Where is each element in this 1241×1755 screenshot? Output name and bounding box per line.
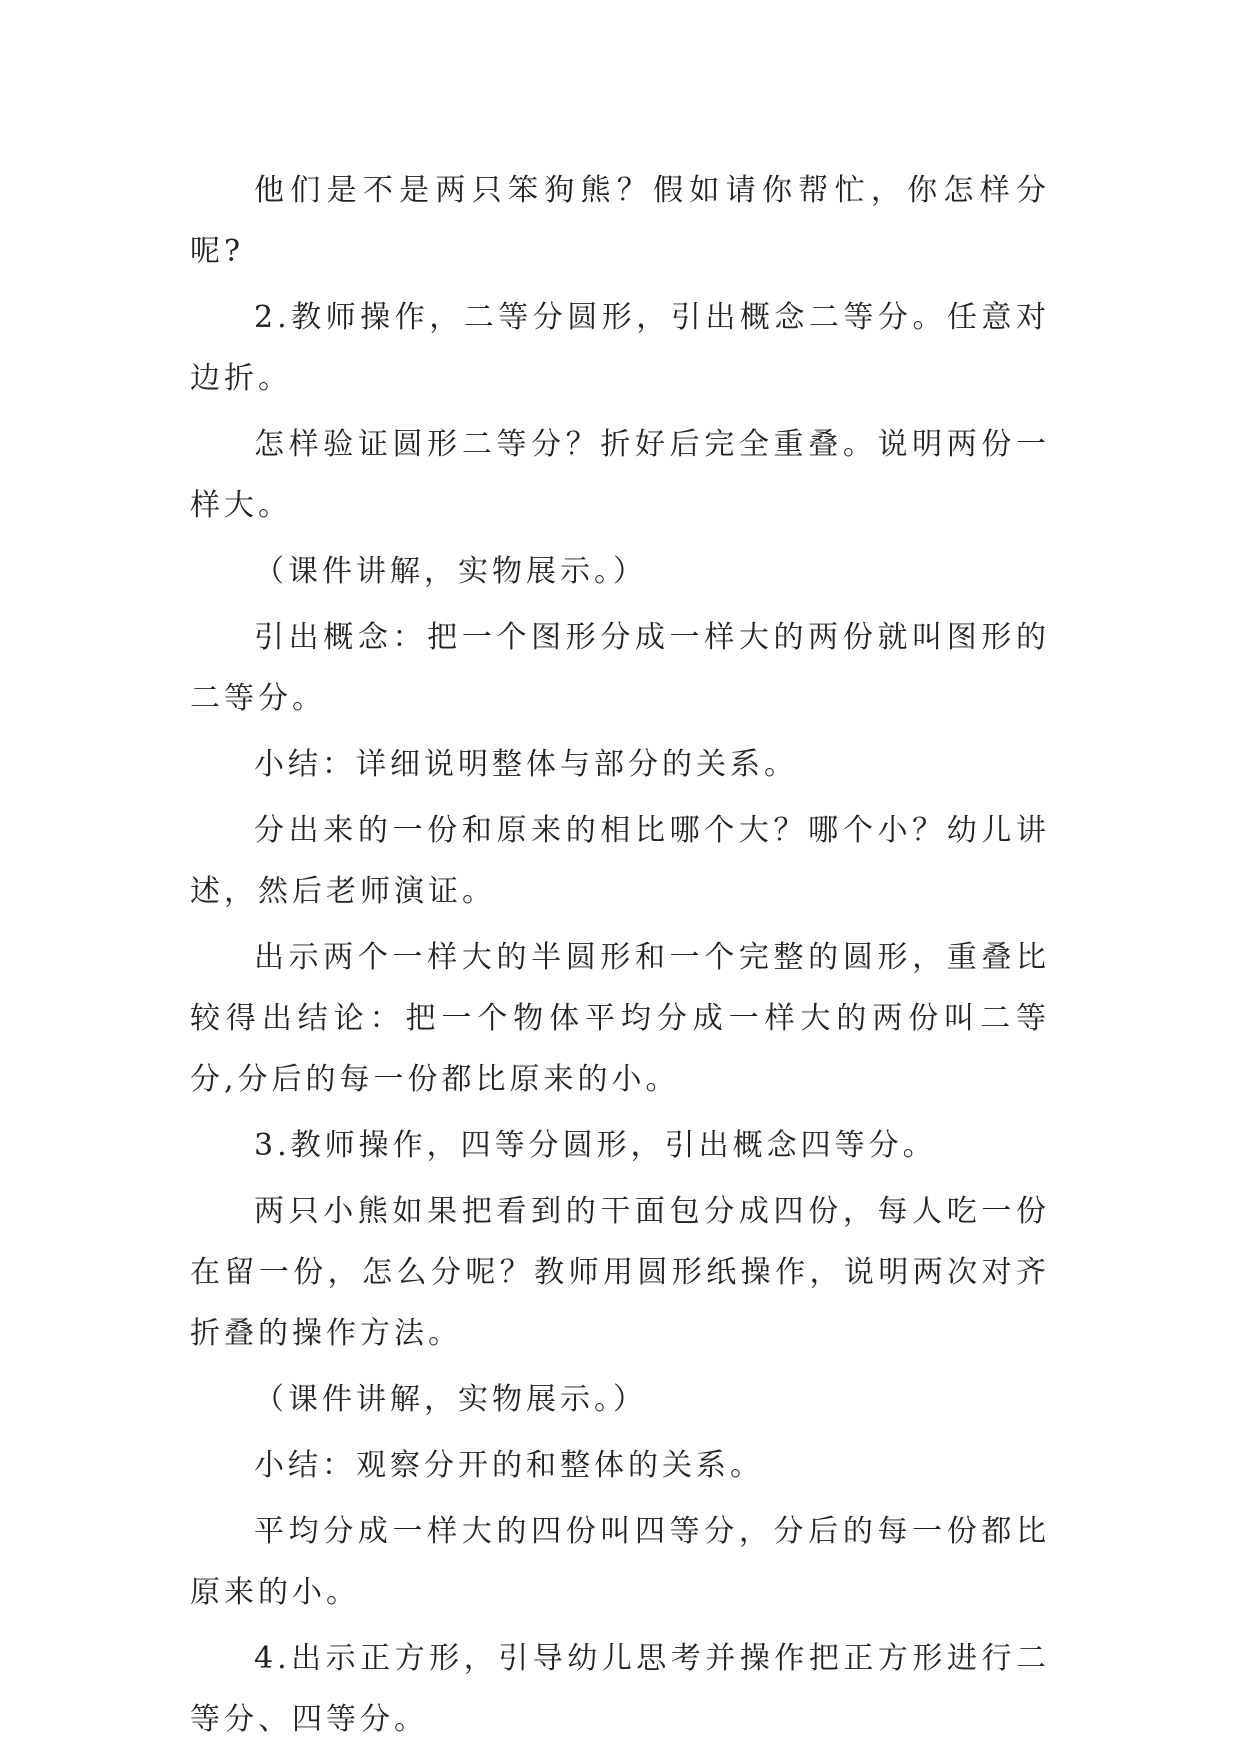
paragraph: 引出概念：把一个图形分成一样大的两份就叫图形的二等分。: [190, 620, 1050, 716]
paragraph: 出示两个一样大的半圆形和一个完整的圆形，重叠比较得出结论：把一个物体平均分成一样大的两份叫二等分,分后的每一份都比原来的小。: [190, 940, 1050, 1097]
paragraph: 分出来的一份和原来的相比哪个大？哪个小？幼儿讲述，然后老师演证。: [190, 813, 1050, 909]
document-body: [190, 160, 1050, 1755]
paragraph: 两只小熊如果把看到的干面包分成四份，每人吃一份在留一份，怎么分呢？教师用圆形纸操作，说明两次对齐折叠的操作方法。: [190, 1194, 1050, 1351]
paragraph: 2.教师操作，二等分圆形，引出概念二等分。任意对边折。: [190, 300, 1050, 396]
paragraph: 他们是不是两只笨狗熊？假如请你帮忙，你怎样分呢?: [190, 173, 1050, 269]
paragraph: 小结：详细说明整体与部分的关系。: [254, 747, 798, 782]
paragraph: 小结：观察分开的和整体的关系。: [254, 1448, 764, 1483]
paragraph-note: （课件讲解，实物展示。）: [254, 554, 647, 589]
paragraph: 平均分成一样大的四份叫四等分，分后的每一份都比原来的小。: [190, 1514, 1050, 1610]
paragraph: 3.教师操作，四等分圆形，引出概念四等分。: [254, 1128, 937, 1163]
paragraph: 4.出示正方形，引导幼儿思考并操作把正方形进行二等分、四等分。: [190, 1641, 1050, 1737]
paragraph-note: （课件讲解，实物展示。）: [254, 1382, 647, 1417]
paragraph: 怎样验证圆形二等分？折好后完全重叠。说明两份一样大。: [190, 427, 1050, 523]
